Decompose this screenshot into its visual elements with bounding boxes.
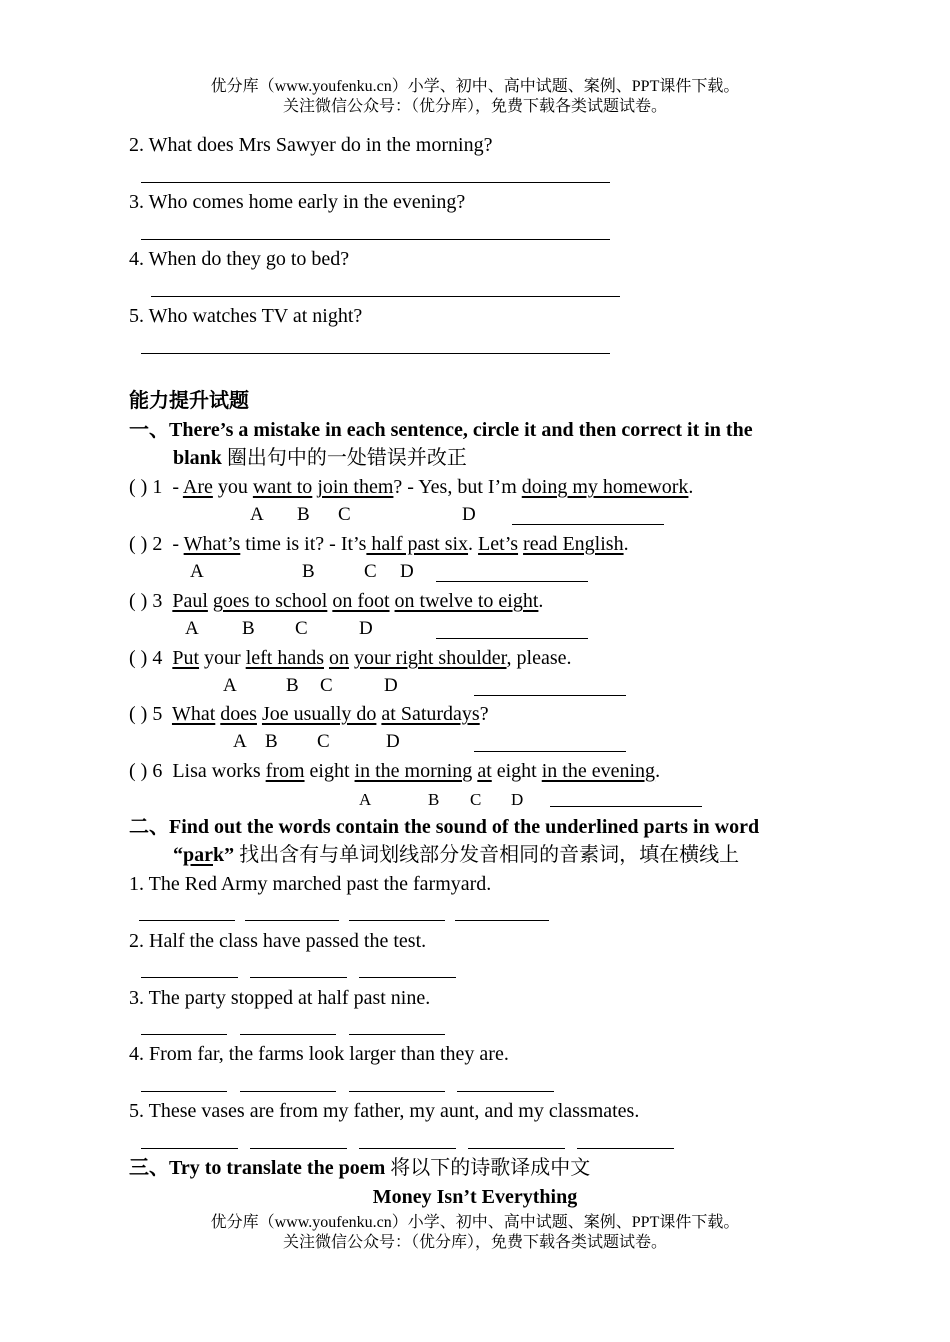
correction-line[interactable] xyxy=(512,524,664,525)
letter-d: D xyxy=(359,618,373,639)
letter-a: A xyxy=(190,561,204,582)
answer-line[interactable] xyxy=(141,239,610,240)
item-number: 6 xyxy=(152,760,163,782)
part1-title-en-2: blank xyxy=(173,447,222,469)
option-a[interactable]: What xyxy=(171,703,216,725)
correction-line[interactable] xyxy=(474,751,626,752)
letter-c: C xyxy=(295,618,308,639)
option-d[interactable]: your right shoulder xyxy=(354,647,507,669)
option-b[interactable]: does xyxy=(220,703,257,725)
blank-line[interactable] xyxy=(240,1091,336,1092)
header-line-2: 关注微信公众号：（优分库），免费下载各类试题试卷。 xyxy=(282,98,667,115)
option-a[interactable]: Paul xyxy=(172,590,208,612)
item-number: 1 xyxy=(152,476,163,498)
error-item-6 xyxy=(129,759,660,783)
letter-d: D xyxy=(511,790,524,809)
part3-heading xyxy=(129,1156,590,1180)
item-number: 4 xyxy=(152,647,163,669)
answer-paren[interactable]: ( ) xyxy=(129,476,148,498)
sound-item-1: 1. The Red Army marched past the farmyard. xyxy=(129,873,492,895)
text-seg: - xyxy=(172,476,183,498)
answer-paren[interactable]: ( ) xyxy=(129,533,148,555)
letter-a: A xyxy=(223,675,237,696)
question-3: 3. Who comes home early in the evening? xyxy=(129,191,466,213)
text-seg: your xyxy=(199,647,246,669)
blank-line[interactable] xyxy=(141,1034,227,1035)
word-rest: k” xyxy=(213,844,235,866)
option-a[interactable]: Put xyxy=(172,647,200,669)
sound-item-2: 2. Half the class have passed the test. xyxy=(129,930,427,952)
blank-line[interactable] xyxy=(141,977,238,978)
question-4: 4. When do they go to bed? xyxy=(129,248,350,270)
option-b[interactable]: goes to school xyxy=(212,590,328,612)
error-item-2 xyxy=(129,532,629,556)
option-b[interactable]: in the morning xyxy=(354,760,473,782)
error-item-5 xyxy=(129,702,489,726)
part2-title-en: Find out the words contain the sound of the underlined parts in word xyxy=(169,816,760,838)
letter-b: B xyxy=(428,790,440,809)
letter-d: D xyxy=(462,504,476,525)
text-seg: - xyxy=(172,533,184,555)
option-d[interactable]: at Saturdays xyxy=(381,703,480,725)
letter-a: A xyxy=(250,504,264,525)
letter-b: B xyxy=(242,618,255,639)
option-b[interactable]: left hands xyxy=(245,647,324,669)
letter-d: D xyxy=(400,561,414,582)
question-5: 5. Who watches TV at night? xyxy=(129,305,363,327)
text-seg: Lisa works xyxy=(172,760,266,782)
sound-item-4: 4. From far, the farms look larger than they are. xyxy=(129,1043,509,1065)
letter-b: B xyxy=(302,561,315,582)
option-c[interactable]: on xyxy=(329,647,349,669)
letter-d: D xyxy=(386,731,400,752)
text-seg: ? xyxy=(479,703,489,725)
blank-line[interactable] xyxy=(250,977,347,978)
text-seg: eight xyxy=(304,760,355,782)
letter-a: A xyxy=(185,618,199,639)
text-seg: eight xyxy=(491,760,542,782)
letter-c: C xyxy=(320,675,333,696)
option-d[interactable]: read English xyxy=(523,533,624,555)
blank-line[interactable] xyxy=(245,920,339,921)
letter-a: A xyxy=(233,731,247,752)
error-item-3 xyxy=(129,589,543,613)
correction-line[interactable] xyxy=(436,581,588,582)
blank-line[interactable] xyxy=(240,1034,336,1035)
part2-number: 二、 xyxy=(129,816,169,838)
blank-line[interactable] xyxy=(359,1148,456,1149)
text-seg: . xyxy=(655,760,661,782)
option-c[interactable]: Let’s xyxy=(478,533,519,555)
item-number: 5 xyxy=(152,703,163,725)
letter-d: D xyxy=(384,675,398,696)
sound-item-3: 3. The party stopped at half past nine. xyxy=(129,987,431,1009)
question-2: 2. What does Mrs Sawyer do in the morning? xyxy=(129,134,493,156)
error-item-4 xyxy=(129,646,572,670)
letter-c: C xyxy=(338,504,351,525)
option-c[interactable]: Joe usually do xyxy=(261,703,377,725)
blank-line[interactable] xyxy=(250,1148,347,1149)
option-a[interactable]: Are xyxy=(182,476,213,498)
letter-a: A xyxy=(359,790,372,809)
blank-line[interactable] xyxy=(349,1034,445,1035)
part1-heading xyxy=(129,418,753,442)
blank-line[interactable] xyxy=(141,1148,238,1149)
letter-b: B xyxy=(286,675,299,696)
word-quote-open: “ xyxy=(173,844,183,866)
letter-c: C xyxy=(470,790,482,809)
text-seg: . xyxy=(623,533,629,555)
part2-title-cn: 找出含有与单词划线部分发音相同的音素词，填在横线上 xyxy=(234,844,740,866)
part1-heading-cont xyxy=(173,446,467,470)
blank-line[interactable] xyxy=(457,1091,554,1092)
blank-line[interactable] xyxy=(139,920,235,921)
letter-c: C xyxy=(317,731,330,752)
text-seg: time is it? - It’s xyxy=(240,533,367,555)
item-number: 2 xyxy=(152,533,163,555)
option-d[interactable]: on twelve to eight xyxy=(394,590,539,612)
answer-line[interactable] xyxy=(141,182,610,183)
sound-item-5: 5. These vases are from my father, my aunt, and my classmates. xyxy=(129,1100,640,1122)
header-line-1: 优分库（www.youfenku.cn）小学、初中、高中试题、案例、PPT课件下载。 xyxy=(210,78,740,95)
part1-title-cn: 圈出句中的一处错误并改正 xyxy=(221,447,467,469)
blank-line[interactable] xyxy=(577,1148,674,1149)
letter-b: B xyxy=(297,504,310,525)
letter-b: B xyxy=(265,731,278,752)
part1-number: 一、 xyxy=(129,419,169,441)
option-a[interactable]: from xyxy=(265,760,305,782)
option-b[interactable]: want to xyxy=(252,476,313,498)
answer-line[interactable] xyxy=(141,353,610,354)
answer-paren[interactable]: ( ) xyxy=(129,760,148,782)
text-seg: . xyxy=(688,476,694,498)
blank-line[interactable] xyxy=(468,1148,565,1149)
part3-title-en: Try to translate the poem xyxy=(169,1157,386,1179)
blank-line[interactable] xyxy=(349,1091,445,1092)
blank-line[interactable] xyxy=(349,920,445,921)
option-d[interactable]: doing my homework xyxy=(521,476,689,498)
answer-line[interactable] xyxy=(151,296,620,297)
part3-number: 三、 xyxy=(129,1157,169,1179)
option-a[interactable]: What’s xyxy=(183,533,241,555)
part1-title-en: There’s a mistake in each sentence, circle it and then correct it in the xyxy=(169,419,753,441)
error-item-1 xyxy=(129,475,693,499)
text-seg: . xyxy=(538,590,544,612)
answer-paren[interactable]: ( ) xyxy=(129,703,148,725)
answer-paren[interactable]: ( ) xyxy=(129,590,148,612)
text-seg: . xyxy=(468,533,479,555)
part3-title-cn: 将以下的诗歌译成中文 xyxy=(385,1157,591,1179)
correction-line[interactable] xyxy=(474,695,626,696)
part2-heading xyxy=(129,815,759,839)
footer-line-1: 优分库（www.youfenku.cn）小学、初中、高中试题、案例、PPT课件下载。 xyxy=(210,1214,740,1231)
footer-line-2: 关注微信公众号：（优分库），免费下载各类试题试卷。 xyxy=(282,1234,667,1251)
section-title: 能力提升试题 xyxy=(129,390,249,412)
option-c[interactable]: at xyxy=(477,760,492,782)
option-c[interactable]: on foot xyxy=(332,590,390,612)
part2-heading-cont xyxy=(173,843,739,867)
text-seg: ? - Yes, but I’m xyxy=(393,476,522,498)
word-underlined: par xyxy=(183,844,213,866)
blank-line[interactable] xyxy=(455,920,549,921)
poem-title: Money Isn’t Everything xyxy=(372,1186,578,1208)
option-b[interactable]: half past six xyxy=(366,533,469,555)
correction-line[interactable] xyxy=(550,806,702,807)
text-seg: you xyxy=(212,476,253,498)
blank-line[interactable] xyxy=(359,977,456,978)
answer-paren[interactable]: ( ) xyxy=(129,647,148,669)
letter-c: C xyxy=(364,561,377,582)
item-number: 3 xyxy=(152,590,163,612)
option-d[interactable]: in the evening xyxy=(541,760,656,782)
text-seg: , please. xyxy=(506,647,572,669)
correction-line[interactable] xyxy=(436,638,588,639)
blank-line[interactable] xyxy=(141,1091,227,1092)
option-c[interactable]: join them xyxy=(317,476,394,498)
